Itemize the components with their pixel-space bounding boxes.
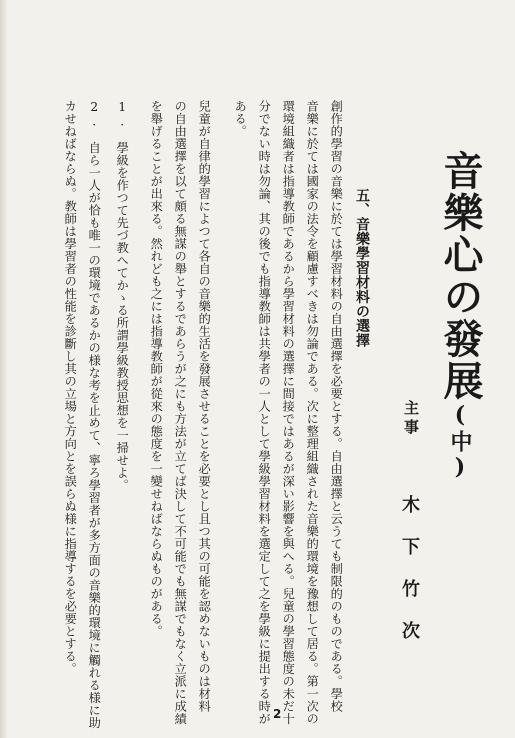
list-item-continuation: カせねばならぬ。教師は學習者の性能を診斷し其の立場と方向とを誤らぬ様に指導するを必要とする。 (63, 100, 78, 675)
body-line: を舉げることが出來る。然れども之には指導教師が從來の態度を一變せねばならぬものがある。 (149, 100, 164, 638)
list-item: 1. 學級を作つて先づ教へてかゝる所謂學級教授思想を一掃せよ。 (115, 100, 130, 492)
article-title-text: 音樂心の發展 (437, 150, 484, 402)
author-role: 主事 (402, 400, 420, 438)
article-title (437, 150, 484, 482)
part-indicator: (中) (447, 402, 473, 482)
body-line: 兒童が自律的學習によつて各自の音樂的生活を發展させることを必要とし且つ其の可能を認めないものは材料 (197, 100, 212, 713)
body-line: の自由選擇を以て頗る無謀の舉とするであらうが之にも方法が立てば決して不可能でも無謀でもなく立派に成績 (173, 100, 188, 725)
paper-edge (0, 0, 8, 738)
page-number: 2 (273, 707, 282, 721)
author-name: 木下竹次 (399, 495, 420, 663)
list-item: 2. 自ら一人が恰も唯一の環境であるかの様な考を止めて、寧ろ學習者が多方面の音樂的環境に觸れる様に助 (87, 100, 102, 729)
body-line: 環境組織者は指導教師であるから學習材料の選擇に間接ではあるが深い影響を與へる。兒童の學習態度の未だ十 (281, 100, 296, 725)
body-line: 分でない時は勿論、其の後でも指導教師は共學者の一人として學級學習材料を選定して之を學級に提出する時が (257, 100, 272, 725)
body-line: 音樂に於ては國家の法令を顧慮すべきは勿論である。次に整理組織された音樂的環境を豫想して居る。第一次の (305, 100, 320, 725)
body-line: 創作的學習の音樂に於ては學習材料の自由選擇を必要とする。自由選擇と云うても制限的のものである。學校 (329, 100, 344, 713)
body-line: ある。 (233, 100, 248, 138)
section-heading: 五、音樂學習材料の選擇 (354, 188, 370, 348)
